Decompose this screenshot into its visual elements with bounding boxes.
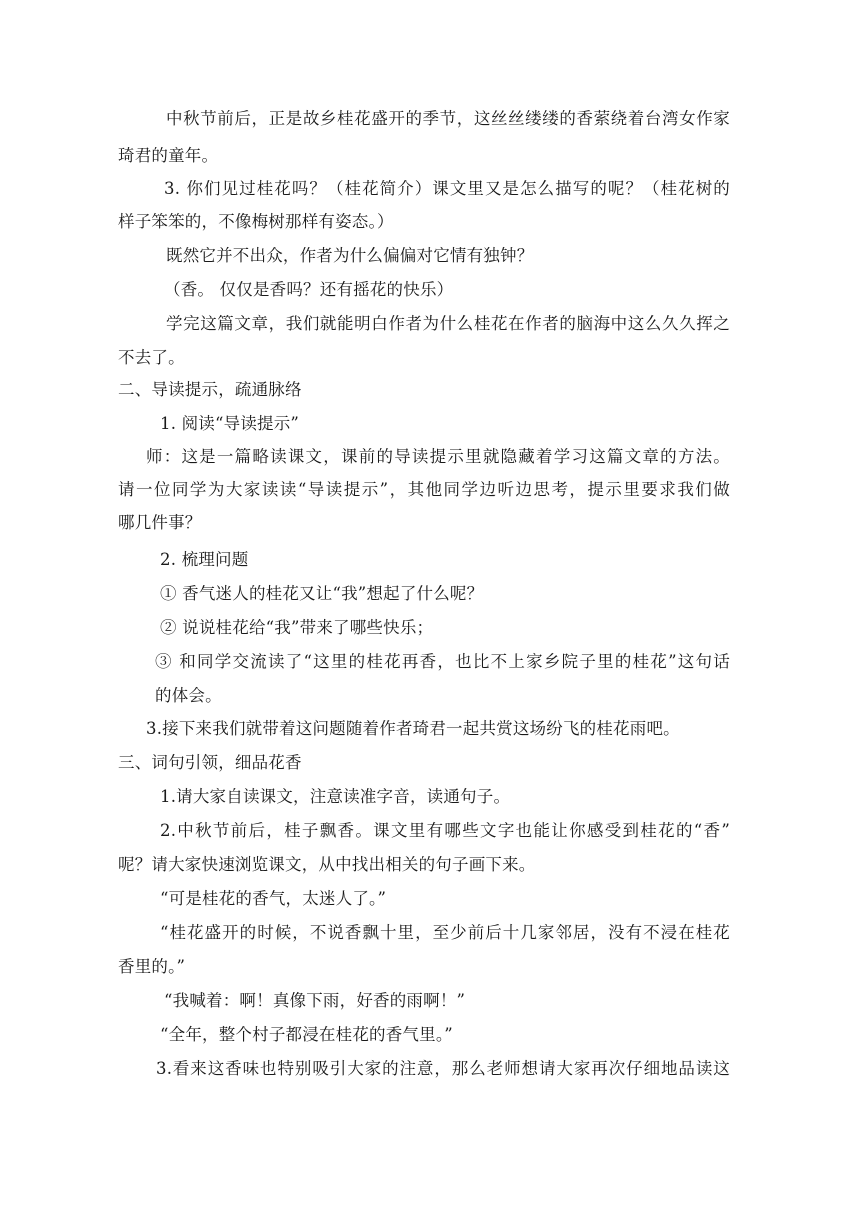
paragraph-line: 样子笨笨的，不像梅树那样有姿态。） [118,212,394,231]
list-item: ② 说说桂花给“我”带来了哪些快乐； [160,618,434,637]
paragraph-line: 呢？请大家快速浏览课文，从中找出相关的句子画下来。 [118,855,536,874]
paragraph-line: 既然它并不出众，作者为什么偏偏对它情有独钟？ [166,246,534,265]
paragraph-line: 2.中秋节前后，桂子飘香。课文里有哪些文字也能让你感受到桂花的“香” [160,821,730,840]
paragraph-line: 学完这篇文章，我们就能明白作者为什么桂花在作者的脑海中这么久久挥之 [166,314,730,333]
paragraph-line: 哪几件事？ [118,513,202,532]
list-item: ③ 和同学交流读了“这里的桂花再香，也比不上家乡院子里的桂花”这句话 [155,652,730,671]
quote-line: “全年，整个村子都浸在桂花的香气里。” [160,1025,453,1044]
paragraph-line: 1.请大家自读课文，注意读准字音，读通句子。 [160,787,511,806]
section-heading: 三、词句引领，细品花香 [118,753,302,772]
quote-line: 香里的。” [118,957,186,976]
paragraph-line: 琦君的童年。 [118,146,219,165]
paragraph-line: 请一位同学为大家读读“导读提示”，其他同学边听边思考，提示里要求我们做 [118,480,730,499]
paragraph-line: 师：这是一篇略读课文，课前的导读提示里就隐藏着学习这篇文章的方法。 [146,447,730,466]
paragraph-line: 1. 阅读“导读提示” [160,414,300,433]
paragraph-line: （香。 仅仅是香吗？还有摇花的快乐） [164,280,454,299]
paragraph-line: 3.看来这香味也特别吸引大家的注意，那么老师想请大家再次仔细地品读这 [156,1059,730,1078]
paragraph-line: 的体会。 [155,686,222,705]
paragraph-line: 3. 你们见过桂花吗？（桂花简介）课文里又是怎么描写的呢？（桂花树的 [164,179,730,198]
paragraph-line: 中秋节前后，正是故乡桂花盛开的季节，这丝丝缕缕的香萦绕着台湾女作家 [166,109,730,128]
paragraph-line: 不去了。 [118,348,185,367]
quote-line: “桂花盛开的时候，不说香飘十里，至少前后十几家邻居，没有不浸在桂花 [160,923,730,942]
quote-line: “我喊着：啊！真像下雨，好香的雨啊！” [164,991,466,1010]
paragraph-line: 2. 梳理问题 [160,550,249,569]
list-item: ① 香气迷人的桂花又让“我”想起了什么呢？ [160,584,484,603]
paragraph-line: 3.接下来我们就带着这问题随着作者琦君一起共赏这场纷飞的桂花雨吧。 [146,719,680,738]
quote-line: “可是桂花的香气，太迷人了。” [160,889,387,908]
section-heading: 二、导读提示，疏通脉络 [118,380,302,399]
